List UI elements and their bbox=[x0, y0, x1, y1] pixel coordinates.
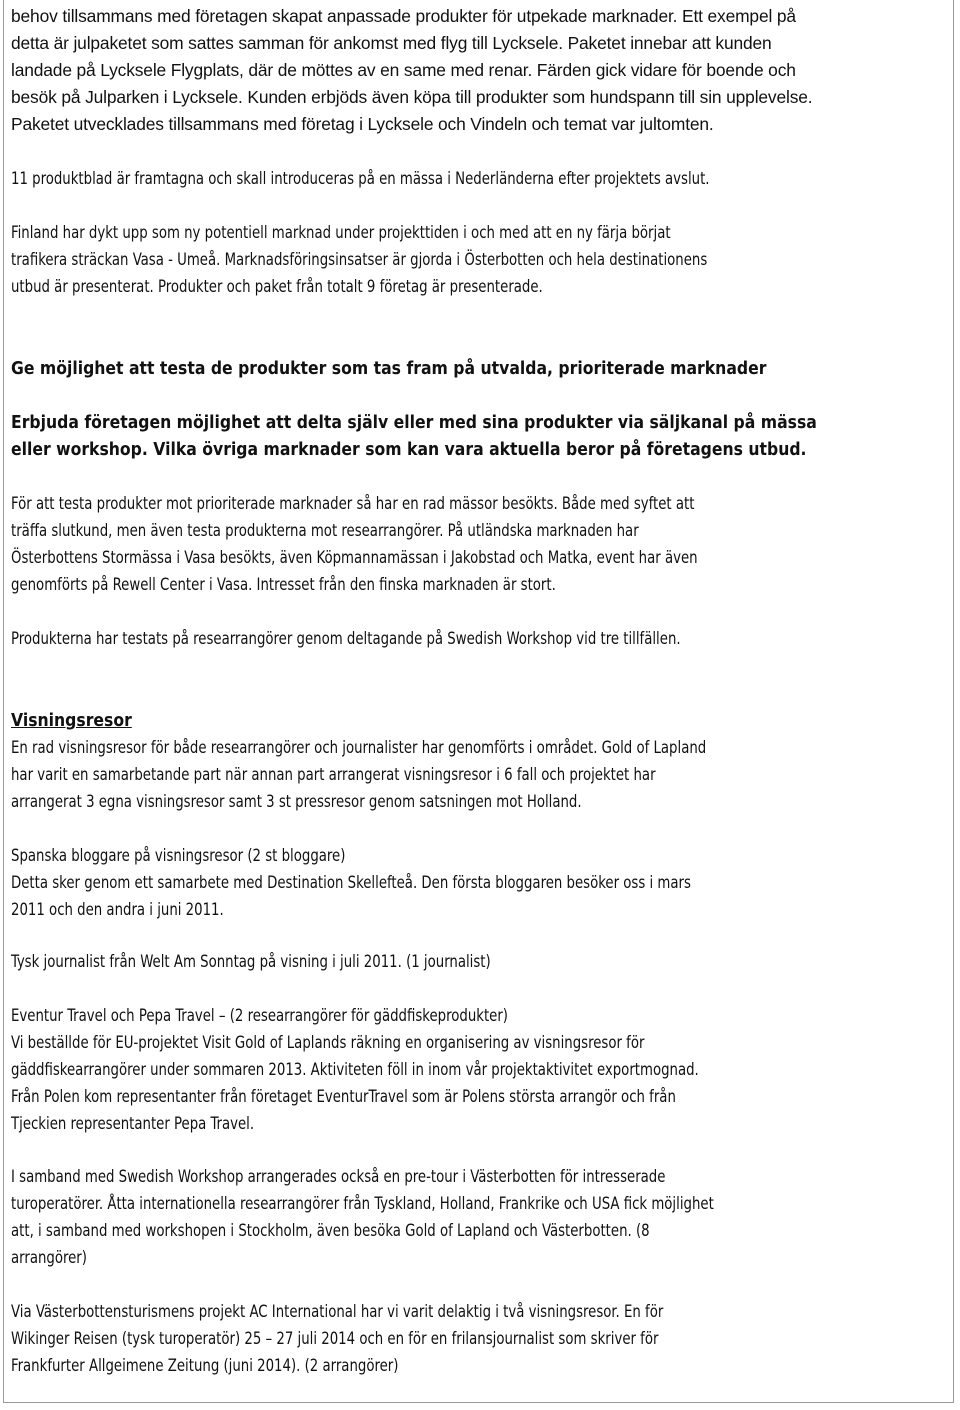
text-line: 2011 och den andra i juni 2011. bbox=[11, 900, 224, 920]
text-line: landade på Lycksele Flygplats, där de möttes av en same med renar. Färden gick vidare för boende och bbox=[11, 60, 796, 80]
intro-paragraph bbox=[11, 3, 812, 138]
text-line: träffa slutkund, men även testa produkterna mot researrangörer. På utländska marknaden har bbox=[11, 521, 639, 541]
text-line: att, i samband med workshopen i Stockholm, även besöka Gold of Lapland och Västerbotten. (8 bbox=[11, 1221, 650, 1241]
text-line: I samband med Swedish Workshop arrangerades också en pre-tour i Västerbotten för intresserade bbox=[11, 1167, 666, 1187]
text-line: En rad visningsresor för både researrangörer och journalister har genomförts i området. Gold of Lapland bbox=[11, 738, 707, 758]
text-line: behov tillsammans med företagen skapat anpassade produkter för utpekade marknader. Ett exempel på bbox=[11, 6, 796, 26]
section-subheading bbox=[11, 410, 906, 464]
ac-international-paragraph bbox=[11, 1299, 770, 1380]
text-line: besök på Julparken i Lycksele. Kunden erbjöds även köpa till produkter som hundspann till sin upplevelse. bbox=[11, 87, 813, 107]
text-line: Vi beställde för EU-projektet Visit Gold of Laplands räkning en organisering av visningsresor för bbox=[11, 1033, 645, 1053]
text-line: Erbjuda företagen möjlighet att delta själv eller med sina produkter via säljkanal på mässa bbox=[11, 413, 817, 433]
text-line: Tjeckien representanter Pepa Travel. bbox=[11, 1114, 255, 1134]
text-line: Från Polen kom representanter från företaget EventurTravel som är Polens största arrangör och från bbox=[11, 1087, 676, 1107]
journalist-paragraph bbox=[11, 949, 569, 976]
text-line: Spanska bloggare på visningsresor (2 st bloggare) bbox=[11, 846, 346, 866]
text-line: Österbottens Stormässa i Vasa besökts, även Köpmannamässan i Jakobstad och Matka, event har även bbox=[11, 548, 698, 568]
text-line: Frankfurter Allgeimene Zeitung (juni 2014). (2 arrangörer) bbox=[11, 1356, 399, 1376]
finland-paragraph bbox=[11, 220, 821, 301]
pretour-paragraph bbox=[11, 1164, 828, 1272]
massor-paragraph bbox=[11, 491, 809, 599]
visningsresor-paragraph bbox=[11, 735, 819, 816]
text-line: trafikera sträckan Vasa - Umeå. Marknadsföringsinsatser är gjorda i Österbotten och hela destinationens bbox=[11, 250, 708, 270]
text-line: arrangerat 3 egna visningsresor samt 3 st pressresor genom satsningen mot Holland. bbox=[11, 792, 582, 812]
text-line: har varit en samarbetande part när annan part arrangerat visningsresor i 6 fall och projektet har bbox=[11, 765, 656, 785]
text-line: genomförts på Rewell Center i Vasa. Intresset från den finska marknaden är stort. bbox=[11, 575, 556, 595]
text-line: Produkterna har testats på researrangörer genom deltagande på Swedish Workshop vid tre tillfällen. bbox=[11, 629, 681, 649]
text-line: arrangörer) bbox=[11, 1248, 87, 1268]
text-line: Tysk journalist från Welt Am Sonntag på visning i juli 2011. (1 journalist) bbox=[11, 952, 491, 972]
produktblad-paragraph bbox=[11, 166, 823, 193]
text-line: gäddfiskearrangörer under sommaren 2013. Aktiviteten föll in inom vår projektaktivitet exportmognad. bbox=[11, 1060, 699, 1080]
text-line: För att testa produkter mot prioriterade marknader så har en rad mässor besökts. Både med syftet att bbox=[11, 494, 695, 514]
eventur-paragraph bbox=[11, 1003, 811, 1138]
text-line: Paketet utvecklades tillsammans med företag i Lycksele och Vindeln och temat var jultomten. bbox=[11, 114, 714, 134]
workshop-paragraph bbox=[11, 626, 790, 653]
text-line: 11 produktblad är framtagna och skall introduceras på en mässa i Nederländerna efter projektets avslut. bbox=[11, 169, 710, 189]
text-line: Via Västerbottensturismens projekt AC International har vi varit delaktig i två visningsresor. En för bbox=[11, 1302, 664, 1322]
text-line: Wikinger Reisen (tysk turoperatör) 25 – 27 juli 2014 och en för en frilansjournalist som skriver för bbox=[11, 1329, 659, 1349]
bloggare-paragraph bbox=[11, 843, 802, 924]
visningsresor-heading: Visningsresor bbox=[11, 711, 132, 731]
section-heading: Ge möjlighet att testa de produkter som tas fram på utvalda, prioriterade marknader bbox=[11, 359, 767, 379]
text-line: Eventur Travel och Pepa Travel – (2 researrangörer för gäddfiskeprodukter) bbox=[11, 1006, 508, 1026]
text-line: utbud är presenterat. Produkter och paket från totalt 9 företag är presenterade. bbox=[11, 277, 543, 297]
text-line: Detta sker genom ett samarbete med Destination Skellefteå. Den första bloggaren besöker oss i mars bbox=[11, 873, 691, 893]
text-line: Finland har dykt upp som ny potentiell marknad under projekttiden i och med att en ny färja börjat bbox=[11, 223, 671, 243]
text-line: detta är julpaketet som sattes samman för ankomst med flyg till Lycksele. Paketet innebar att kunden bbox=[11, 33, 772, 53]
text-line: turoperatörer. Åtta internationella researrangörer från Tyskland, Holland, Frankrike och USA fick möjlighet bbox=[11, 1194, 714, 1214]
text-line: eller workshop. Vilka övriga marknader som kan vara aktuella beror på företagens utbud. bbox=[11, 440, 807, 460]
